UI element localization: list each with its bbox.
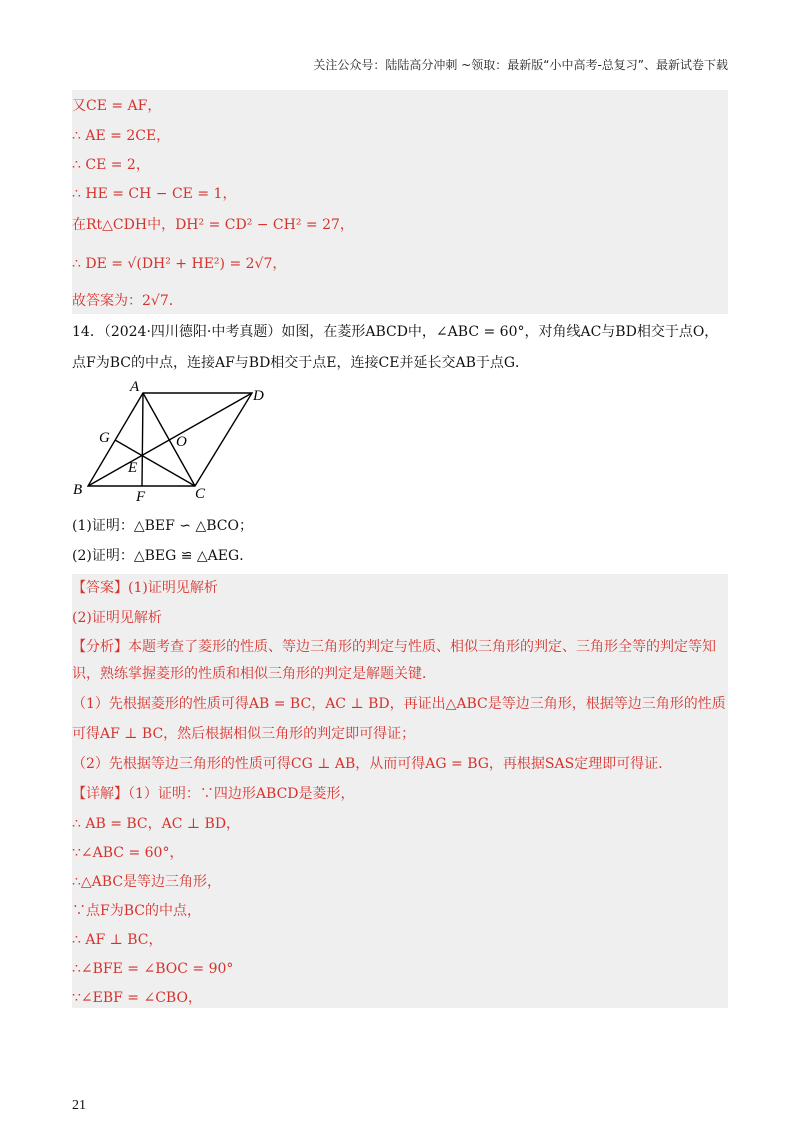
detail-line-8: ∵∠EBF = ∠CBO， xyxy=(72,990,202,1006)
question-2: (2)证明：△BEG ≌ △AEG． xyxy=(72,548,254,564)
label-f: F xyxy=(136,489,146,503)
label-d: D xyxy=(253,388,264,404)
analysis-step-2: （2）先根据等边三角形的性质可得CG ⊥ AB，从而可得AG = BG，再根据SAS定理即可得证． xyxy=(72,756,673,772)
label-o: O xyxy=(176,434,187,450)
analysis-line-2: 识，熟练掌握菱形的性质和相似三角形的判定是解题关键． xyxy=(72,666,436,682)
analysis-step-1b: 可得AF ⊥ BC，然后根据相似三角形的判定即可得证； xyxy=(72,726,416,742)
problem-line-2: 点F为BC的中点，连接AF与BD相交于点E，连接CE并延长交AB于点G． xyxy=(72,355,530,371)
solution-line-5: 在Rt△CDH中，DH² = CD² − CH² = 27， xyxy=(72,217,354,233)
solution-line-1: 又CE = AF， xyxy=(72,98,162,114)
page-header: 关注公众号：陆陆高分冲刺 ~领取：最新版“小中高考-总复习”、最新试卷下载 xyxy=(313,58,728,72)
detail-line-1: 【详解】（1）证明：∵四边形ABCD是菱形， xyxy=(72,786,355,802)
solution-line-4: ∴ HE = CH − CE = 1， xyxy=(72,186,237,202)
label-e: E xyxy=(128,460,138,476)
label-a: A xyxy=(130,379,140,395)
label-g: G xyxy=(99,430,110,446)
question-1: (1)证明：△BEF ∽ △BCO； xyxy=(72,518,253,534)
segment-af xyxy=(142,393,143,486)
solution-line-6: ∴ DE = √(DH² + HE²) = 2√7， xyxy=(72,256,287,272)
detail-line-3: ∵∠ABC = 60°， xyxy=(72,845,184,861)
solution-line-3: ∴ CE = 2， xyxy=(72,157,150,173)
page-number: 21 xyxy=(72,1098,86,1113)
analysis-line-1: 【分析】本题考查了菱形的性质、等边三角形的判定与性质、相似三角形的判定、三角形全等的判定等知 xyxy=(72,639,716,655)
solution-answer: 故答案为：2√7． xyxy=(72,293,183,309)
problem-line-1: 14．（2024·四川德阳·中考真题）如图，在菱形ABCD中，∠ABC = 60°，对角线AC与BD相交于点O， xyxy=(72,324,719,340)
answer-line-2: (2)证明见解析 xyxy=(72,610,162,626)
detail-line-6: ∴ AF ⊥ BC， xyxy=(72,932,163,948)
detail-line-5: ∵点F为BC的中点， xyxy=(72,903,201,919)
detail-line-2: ∴ AB = BC，AC ⊥ BD， xyxy=(72,816,241,832)
detail-line-4: ∴△ABC是等边三角形， xyxy=(72,874,222,890)
rhombus-figure xyxy=(70,378,270,503)
label-b: B xyxy=(73,482,83,498)
answer-line-1: 【答案】(1)证明见解析 xyxy=(72,580,218,596)
analysis-step-1a: （1）先根据菱形的性质可得AB = BC，AC ⊥ BD，再证出△ABC是等边三角形，根据等边三角形的性质 xyxy=(72,696,726,712)
label-c: C xyxy=(195,486,206,502)
detail-line-7: ∴∠BFE = ∠BOC = 90° xyxy=(72,961,234,977)
rhombus-diagram xyxy=(70,378,270,503)
solution-line-2: ∴ AE = 2CE， xyxy=(72,128,171,144)
